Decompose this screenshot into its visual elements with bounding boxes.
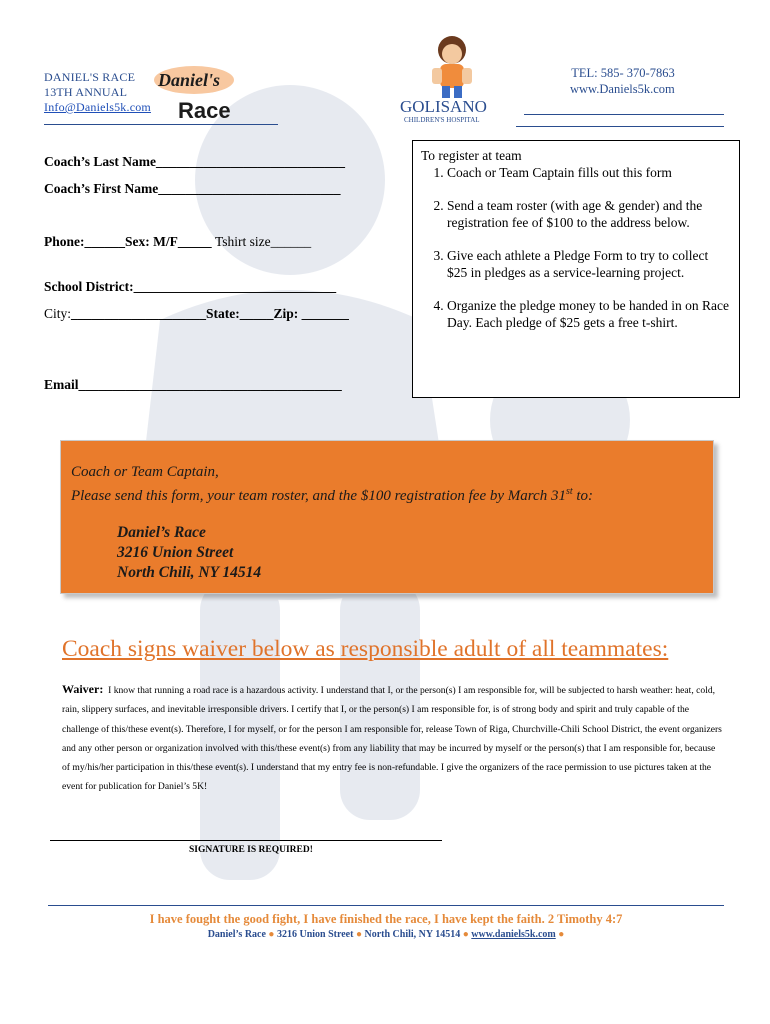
hospital-name: GOLISANO bbox=[400, 97, 487, 116]
phone-label: Phone: bbox=[44, 234, 85, 249]
header-email-link[interactable]: Info@Daniels5k.com bbox=[44, 100, 151, 114]
registration-steps-box bbox=[412, 140, 740, 398]
footer-rule bbox=[48, 905, 724, 906]
signature-line[interactable] bbox=[50, 840, 442, 841]
phone-field[interactable]: ______ bbox=[84, 234, 125, 249]
bullet-icon: ● bbox=[355, 929, 365, 940]
daniels-race-logo bbox=[148, 64, 240, 126]
tshirt-size-field[interactable]: Tshirt size______ bbox=[215, 234, 312, 249]
header-org bbox=[44, 70, 151, 115]
mailing-instructions-callout bbox=[60, 440, 714, 594]
callout-greeting: Coach or Team Captain, bbox=[71, 464, 219, 480]
waiver-label: Waiver: bbox=[62, 682, 104, 696]
address-street: 3216 Union Street bbox=[117, 544, 234, 561]
waiver-text bbox=[62, 680, 722, 797]
steps-intro: To register at team bbox=[421, 148, 522, 163]
email-field[interactable]: Email_______________________________________ bbox=[44, 377, 342, 392]
waiver-body: I know that running a road race is a hazardous activity. I understand that I, or the person(s) I am responsible for, will be subjected to harsh weather: heat, cold, rain, slippery surfaces, and inevitable irresponsible drivers. I certify that I, or the person(s) I am responsible for, is of strong body and spirit and truly capable of the challenge of this/these event(s). Therefore, I for myself, or for the person I am responsible for, release Town of Riga, Churchville-Chili School District, the event organizers and any other person or organization involved with this/these event(s) from any liability that may be incurred by myself or the person(s) that I am responsible for, because of my/his/her participation in this/these event(s). I understand that my entry fee is non-refundable. I give the organizers of the race permission to use pictures taken at the event for publication for Daniel’s 5K! bbox=[62, 685, 722, 793]
golisano-hospital-logo bbox=[392, 28, 512, 128]
city-state-zip-row bbox=[44, 306, 349, 322]
bullet-icon: ● bbox=[462, 929, 472, 940]
footer-website-link[interactable]: www.daniels5k.com bbox=[471, 929, 556, 940]
header-right-rule-2 bbox=[516, 126, 724, 127]
footer-name: Daniel’s Race bbox=[207, 929, 266, 940]
org-edition: 13TH ANNUAL bbox=[44, 85, 128, 99]
hospital-subtitle: CHILDREN'S HOSPITAL bbox=[404, 116, 480, 124]
signature-required-label: SIGNATURE IS REQUIRED! bbox=[189, 845, 313, 855]
logo-text-top: Daniel's bbox=[158, 70, 221, 90]
step-item: 4. Organize the pledge money to be handed in on Race Day. Each pledge of $25 gets a free t-shirt. bbox=[447, 297, 731, 331]
zip-field[interactable]: Zip: _______ bbox=[273, 306, 349, 321]
footer-contact-line bbox=[48, 929, 724, 940]
header-contact bbox=[570, 65, 675, 97]
steps-list bbox=[421, 164, 731, 331]
state-field[interactable]: State:_____ bbox=[206, 306, 274, 321]
coach-first-name-field[interactable]: Coach’s First Name___________________________ bbox=[44, 181, 341, 196]
step-item: 2. Send a team roster (with age & gender) and the registration fee of $100 to the address below. bbox=[447, 197, 731, 231]
phone-sex-tshirt-row bbox=[44, 234, 311, 250]
bullet-icon: ● bbox=[268, 929, 277, 940]
logo-text-bottom: Race bbox=[178, 98, 231, 123]
coach-last-name-field[interactable]: Coach’s Last Name____________________________ bbox=[44, 154, 345, 169]
footer-street: 3216 Union Street bbox=[276, 929, 354, 940]
bullet-icon: ● bbox=[558, 929, 565, 940]
org-title: DANIEL'S RACE bbox=[44, 70, 136, 84]
telephone: TEL: 585- 370-7863 bbox=[571, 66, 675, 80]
waiver-heading: Coach signs waiver below as responsible adult of all teammates: bbox=[62, 636, 669, 662]
city-field[interactable]: ____________________ bbox=[71, 306, 207, 321]
address-city: North Chili, NY 14514 bbox=[117, 564, 262, 581]
footer-quote: I have fought the good fight, I have finished the race, I have kept the faith. 2 Timothy 4:7 bbox=[149, 912, 623, 926]
mailing-address bbox=[117, 523, 703, 583]
footer-city: North Chili, NY 14514 bbox=[364, 929, 461, 940]
address-name: Daniel’s Race bbox=[117, 524, 206, 541]
header-right-rule-1 bbox=[524, 114, 724, 115]
sex-field[interactable]: Sex: M/F_____ bbox=[125, 234, 212, 249]
step-item: 3. Give each athlete a Pledge Form to try to collect $25 in pledges as a service-learning project. bbox=[447, 247, 731, 281]
callout-instruction: Please send this form, your team roster, and the $100 registration fee by March 31st to: bbox=[71, 486, 594, 504]
school-district-field[interactable]: School District:______________________________ bbox=[44, 279, 337, 294]
city-label: City: bbox=[44, 306, 72, 321]
step-item: 1. Coach or Team Captain fills out this form bbox=[447, 164, 731, 181]
website: www.Daniels5k.com bbox=[570, 82, 675, 96]
